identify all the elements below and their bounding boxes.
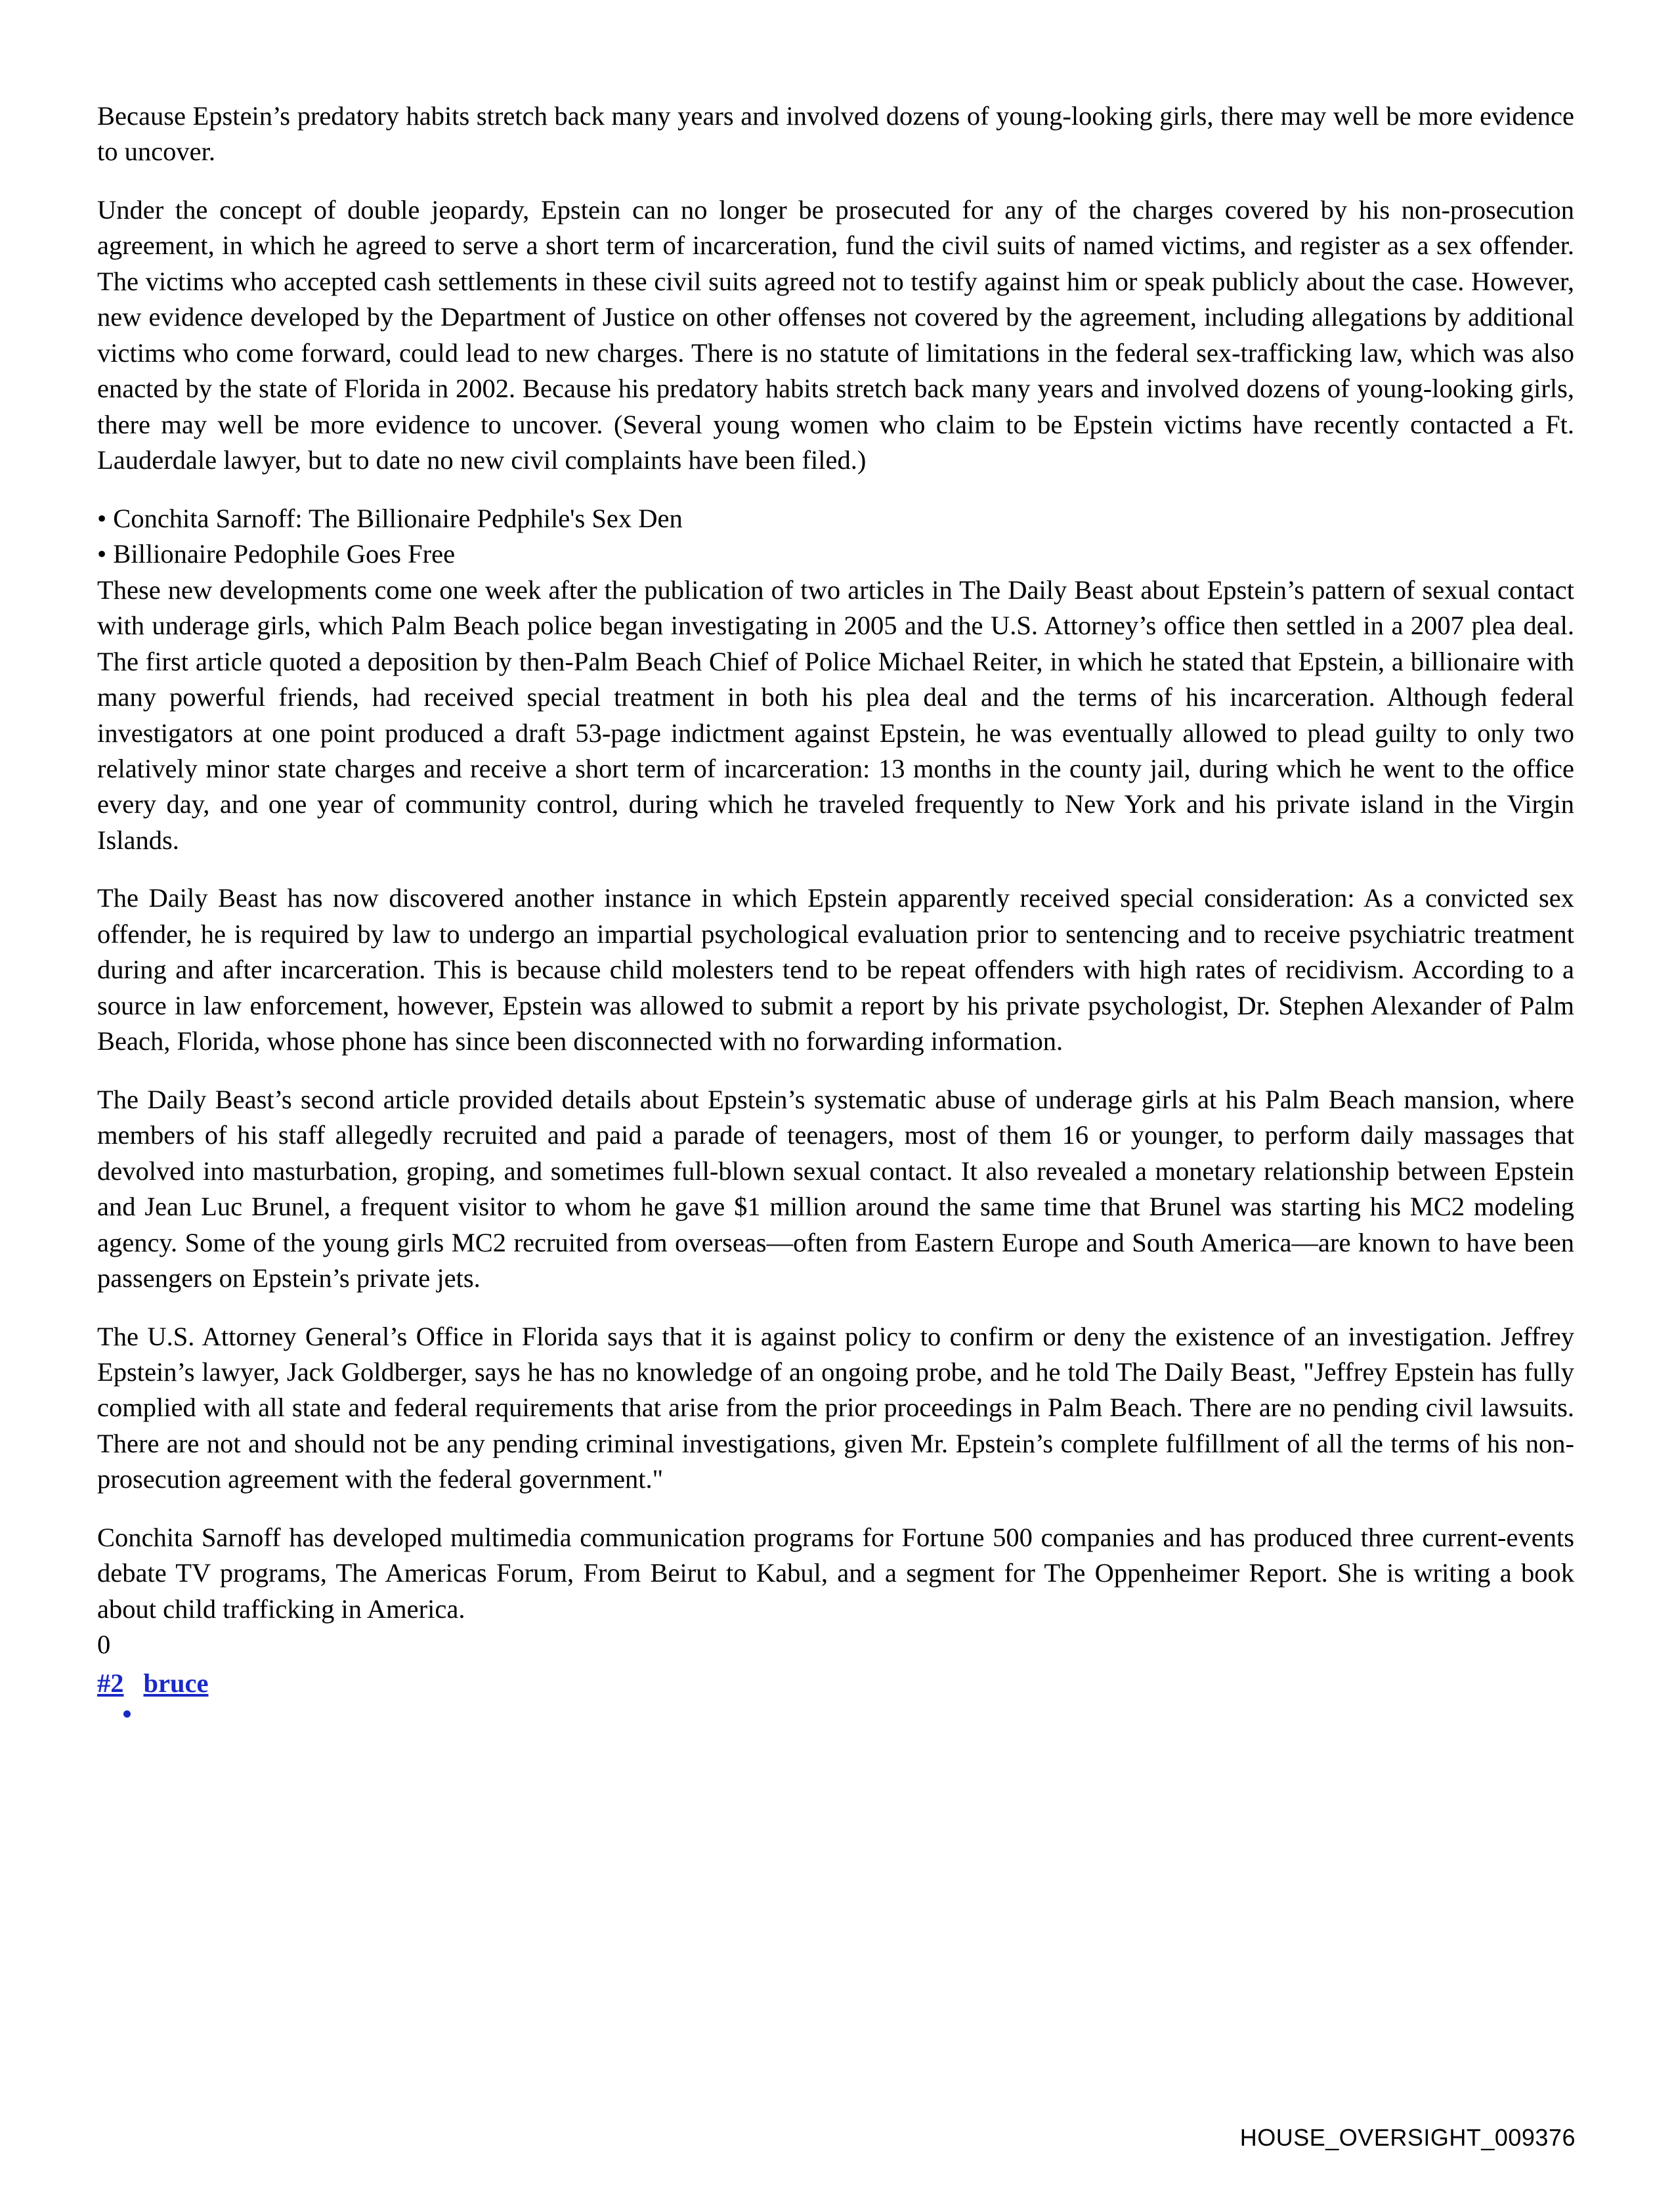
paragraph-daily-beast-articles: These new developments come one week after the publication of two articles in The Daily Beast about Epstein’s pattern of sexual contact with underage girls, which Palm Beach police began investigating in 2005 and the U.S. Attorney’s office then settled in a 2007 plea deal. The first article quoted a deposition by then-Palm Beach Chief of Police Michael Reiter, in which he stated that Epstein, a billionaire with many powerful friends, had received special treatment in both his plea deal and the terms of his incarceration. Although federal investigators at one point produced a draft 53-page indictment against Epstein, he was eventually allowed to plead guilty to only two relatively minor state charges and receive a short term of incarceration: 13 months in the county jail, during which he went to the office every day, and one year of community control, during which he traveled frequently to New York and his private island in the Virgin Islands. (97, 575, 1574, 855)
paragraph-special-consideration: The Daily Beast has now discovered another instance in which Epstein apparently received special consideration: As a convicted sex offender, he is required by law to undergo an impartial psychological evaluation prior to sentencing and to receive psychiatric treatment during and after incarceration. This is because child molesters tend to be repeat offenders with high rates of recidivism. According to a source in law enforcement, however, Epstein was allowed to submit a report by his private psychologist, Dr. Stephen Alexander of Palm Beach, Florida, whose phone has since been disconnected with no forwarding information. (97, 883, 1574, 1056)
document-body (97, 98, 1574, 1720)
list-item (138, 1708, 1574, 1720)
paragraph-intro: Because Epstein’s predatory habits stretch back many years and involved dozens of young-looking girls, there may well be more evidence to uncover. (97, 101, 1574, 167)
comment-header-links (97, 1666, 1574, 1701)
comment-bullet-list (97, 1708, 1574, 1720)
comment-count: 0 (97, 1630, 111, 1660)
author-bio-block (97, 1520, 1574, 1720)
paragraph-second-article: The Daily Beast’s second article provided details about Epstein’s systematic abuse of underage girls at his Palm Beach mansion, where members of his staff allegedly recruited and paid a parade of teenagers, most of them 16 or younger, to perform daily massages that devolved into masturbation, groping, and sometimes full-blown sexual contact. It also revealed a monetary relationship between Epstein and Jean Luc Brunel, a frequent visitor to whom he gave $1 million around the same time that Brunel was starting his MC2 modeling agency. Some of the young girls MC2 recruited from overseas—often from Eastern Europe and South America—are known to have been passengers on Epstein’s private jets. (97, 1084, 1574, 1293)
bullet-item-1: • Conchita Sarnoff: The Billionaire Pedphile's Sex Den (97, 503, 683, 533)
post-number-link[interactable]: #2 (97, 1668, 124, 1698)
bates-stamp: HOUSE_OVERSIGHT_009376 (1239, 2124, 1576, 2151)
bullet-block (97, 501, 1574, 859)
paragraph-attorney-general: The U.S. Attorney General’s Office in Florida says that it is against policy to confirm or deny the existence of an investigation. Jeffrey Epstein’s lawyer, Jack Goldberger, says he has no knowledge of an ongoing probe, and he told The Daily Beast, "Jeffrey Epstein has fully complied with all state and federal requirements that arise from the prior proceedings in Palm Beach. There are no pending civil lawsuits. There are not and should not be any pending criminal investigations, given Mr. Epstein’s complete fulfillment of all the terms of his non-prosecution agreement with the federal government." (97, 1321, 1574, 1494)
bullet-item-2: • Billionaire Pedophile Goes Free (97, 539, 456, 569)
comment-author-link[interactable]: bruce (143, 1668, 209, 1698)
paragraph-double-jeopardy: Under the concept of double jeopardy, Epstein can no longer be prosecuted for any of the charges covered by his non-prosecution agreement, in which he agreed to serve a short term of incarceration, fund the civil suits of named victims, and register as a sex offender. The victims who accepted cash settlements in these civil suits agreed not to testify against him or speak publicly about the case. However, new evidence developed by the Department of Justice on other offenses not covered by the agreement, including allegations by additional victims who come forward, could lead to new charges. There is no statute of limitations in the federal sex-trafficking law, which was also enacted by the state of Florida in 2002. Because his predatory habits stretch back many years and involved dozens of young-looking girls, there may well be more evidence to uncover. (Several young women who claim to be Epstein victims have recently contacted a Ft. Lauderdale lawyer, but to date no new civil complaints have been filed.) (97, 194, 1574, 475)
paragraph-author-bio: Conchita Sarnoff has developed multimedia communication programs for Fortune 500 companies and has produced three current-events debate TV programs, The Americas Forum, From Beirut to Kabul, and a segment for The Oppenheimer Report. She is writing a book about child trafficking in America. (97, 1522, 1574, 1624)
